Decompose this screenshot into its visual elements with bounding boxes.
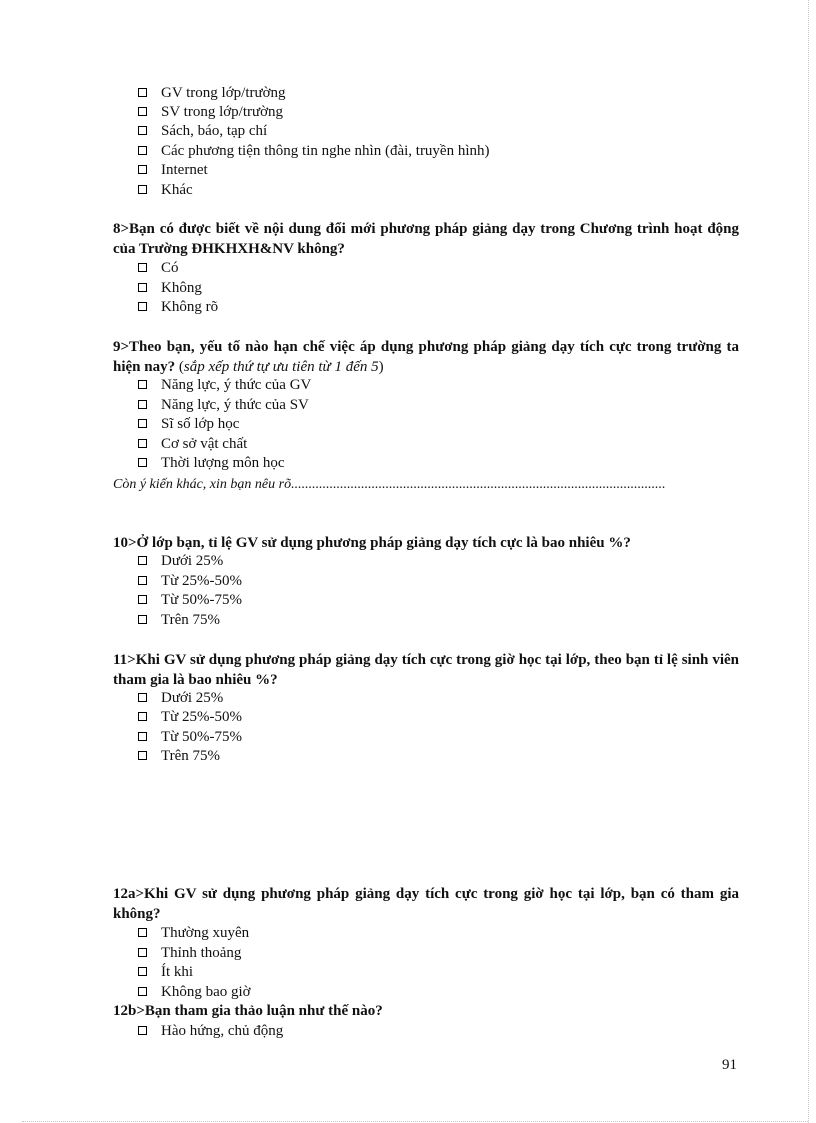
q9-question-text: 9>Theo bạn, yếu tố nào hạn chế việc áp dụng phương pháp giảng dạy tích cực trong trường ta hiện nay? (113, 339, 739, 375)
checkbox-icon[interactable] (138, 967, 147, 976)
q7-option-4[interactable] (138, 141, 490, 161)
q9-question: 9>Theo bạn, yếu tố nào hạn chế việc áp dụng phương pháp giảng dạy tích cực trong trường ta hiện nay? (sắp xếp thứ tự ưu tiên từ 1 đến 5) (113, 339, 739, 375)
q10-option-label: Trên 75% (161, 612, 221, 628)
q12b-question: 12b>Bạn tham gia thảo luận như thế nào? (113, 1003, 383, 1019)
checkbox-icon[interactable] (138, 302, 147, 311)
q12a-option-label: Thường xuyên (161, 925, 250, 941)
page-number: 91 (722, 1057, 737, 1073)
checkbox-icon[interactable] (138, 1026, 147, 1035)
q7-option-label: Sách, báo, tạp chí (161, 123, 268, 139)
q7-option-6[interactable] (138, 180, 193, 200)
q10-option-4[interactable] (138, 610, 220, 630)
q7-option-label: Internet (161, 162, 208, 178)
q9-option-3[interactable] (138, 414, 239, 434)
q7-option-label: Các phương tiện thông tin nghe nhìn (đài, truyền hình) (161, 143, 490, 159)
q9-option-label: Sĩ số lớp học (161, 416, 240, 432)
q8-option-label: Không (161, 280, 202, 296)
checkbox-icon[interactable] (138, 400, 147, 409)
q7-option-label: GV trong lớp/trường (161, 85, 286, 101)
checkbox-icon[interactable] (138, 439, 147, 448)
q12b-option-label: Hào hứng, chủ động (161, 1023, 284, 1039)
q9-option-label: Thời lượng môn học (161, 455, 285, 471)
q11-option-label: Trên 75% (161, 748, 221, 764)
checkbox-icon[interactable] (138, 419, 147, 428)
checkbox-icon[interactable] (138, 556, 147, 565)
q12a-question: 12a>Khi GV sử dụng phương pháp giảng dạy tích cực trong giờ học tại lớp, bạn có tham gia không? (113, 886, 739, 922)
q7-option-2[interactable] (138, 102, 283, 122)
checkbox-icon[interactable] (138, 987, 147, 996)
q9-option-1[interactable] (138, 375, 311, 395)
q8-option-3[interactable] (138, 297, 218, 317)
checkbox-icon[interactable] (138, 380, 147, 389)
checkbox-icon[interactable] (138, 107, 147, 116)
q8-option-1[interactable] (138, 258, 179, 278)
q11-option-label: Từ 25%-50% (161, 709, 243, 725)
q8-option-2[interactable] (138, 278, 202, 298)
checkbox-icon[interactable] (138, 693, 147, 702)
q8-option-label: Có (161, 260, 179, 276)
q12a-option-label: Ít khi (161, 964, 194, 980)
q9-option-5[interactable] (138, 453, 285, 473)
q12a-option-label: Không bao giờ (161, 984, 251, 1000)
q11-question: 11>Khi GV sử dụng phương pháp giảng dạy tích cực trong giờ học tại lớp, theo bạn tỉ lệ sinh viên tham gia là bao nhiêu %? (113, 652, 739, 688)
q11-option-4[interactable] (138, 746, 220, 766)
checkbox-icon[interactable] (138, 283, 147, 292)
q10-option-label: Từ 50%-75% (161, 592, 243, 608)
q7-option-label: SV trong lớp/trường (161, 104, 284, 120)
checkbox-icon[interactable] (138, 185, 147, 194)
q9-option-4[interactable] (138, 434, 247, 454)
q10-option-3[interactable] (138, 590, 242, 610)
q12b-option-1[interactable] (138, 1021, 283, 1041)
page-edge-bottom (22, 1121, 808, 1122)
checkbox-icon[interactable] (138, 165, 147, 174)
q7-option-1[interactable] (138, 83, 286, 103)
checkbox-icon[interactable] (138, 263, 147, 272)
q9-other-opinion[interactable]: Còn ý kiến khác, xin bạn nêu rõ........................................................................................................... (113, 477, 666, 492)
q10-option-label: Dưới 25% (161, 553, 224, 569)
q9-option-label: Năng lực, ý thức của GV (161, 377, 312, 393)
checkbox-icon[interactable] (138, 458, 147, 467)
checkbox-icon[interactable] (138, 146, 147, 155)
q8-question: 8>Bạn có được biết về nội dung đổi mới phương pháp giảng dạy trong Chương trình hoạt động của Trường ĐHKHXH&NV không? (113, 221, 739, 257)
q12a-option-label: Thỉnh thoảng (161, 945, 242, 961)
checkbox-icon[interactable] (138, 712, 147, 721)
q9-option-label: Năng lực, ý thức của SV (161, 397, 309, 413)
q7-option-5[interactable] (138, 160, 208, 180)
q10-question: 10>Ở lớp bạn, tỉ lệ GV sử dụng phương pháp giảng dạy tích cực là bao nhiêu %? (113, 535, 631, 551)
q12a-option-2[interactable] (138, 943, 241, 963)
q7-option-3[interactable] (138, 121, 267, 141)
checkbox-icon[interactable] (138, 88, 147, 97)
q11-option-label: Từ 50%-75% (161, 729, 243, 745)
q10-option-1[interactable] (138, 551, 223, 571)
page-edge-right (808, 0, 809, 1123)
q10-option-2[interactable] (138, 571, 242, 591)
checkbox-icon[interactable] (138, 751, 147, 760)
q12a-option-4[interactable] (138, 982, 251, 1002)
q9-note: sắp xếp thứ tự ưu tiên từ 1 đến 5 (183, 359, 379, 375)
checkbox-icon[interactable] (138, 732, 147, 741)
q11-option-3[interactable] (138, 727, 242, 747)
checkbox-icon[interactable] (138, 126, 147, 135)
q11-option-1[interactable] (138, 688, 223, 708)
q12a-option-3[interactable] (138, 962, 193, 982)
q11-option-label: Dưới 25% (161, 690, 224, 706)
q11-option-2[interactable] (138, 707, 242, 727)
checkbox-icon[interactable] (138, 615, 147, 624)
q8-option-label: Không rõ (161, 299, 219, 315)
checkbox-icon[interactable] (138, 576, 147, 585)
q12a-option-1[interactable] (138, 923, 249, 943)
q10-option-label: Từ 25%-50% (161, 573, 243, 589)
q9-option-2[interactable] (138, 395, 309, 415)
checkbox-icon[interactable] (138, 928, 147, 937)
q9-option-label: Cơ sở vật chất (161, 436, 248, 452)
checkbox-icon[interactable] (138, 595, 147, 604)
checkbox-icon[interactable] (138, 948, 147, 957)
q7-option-label: Khác (161, 182, 193, 198)
